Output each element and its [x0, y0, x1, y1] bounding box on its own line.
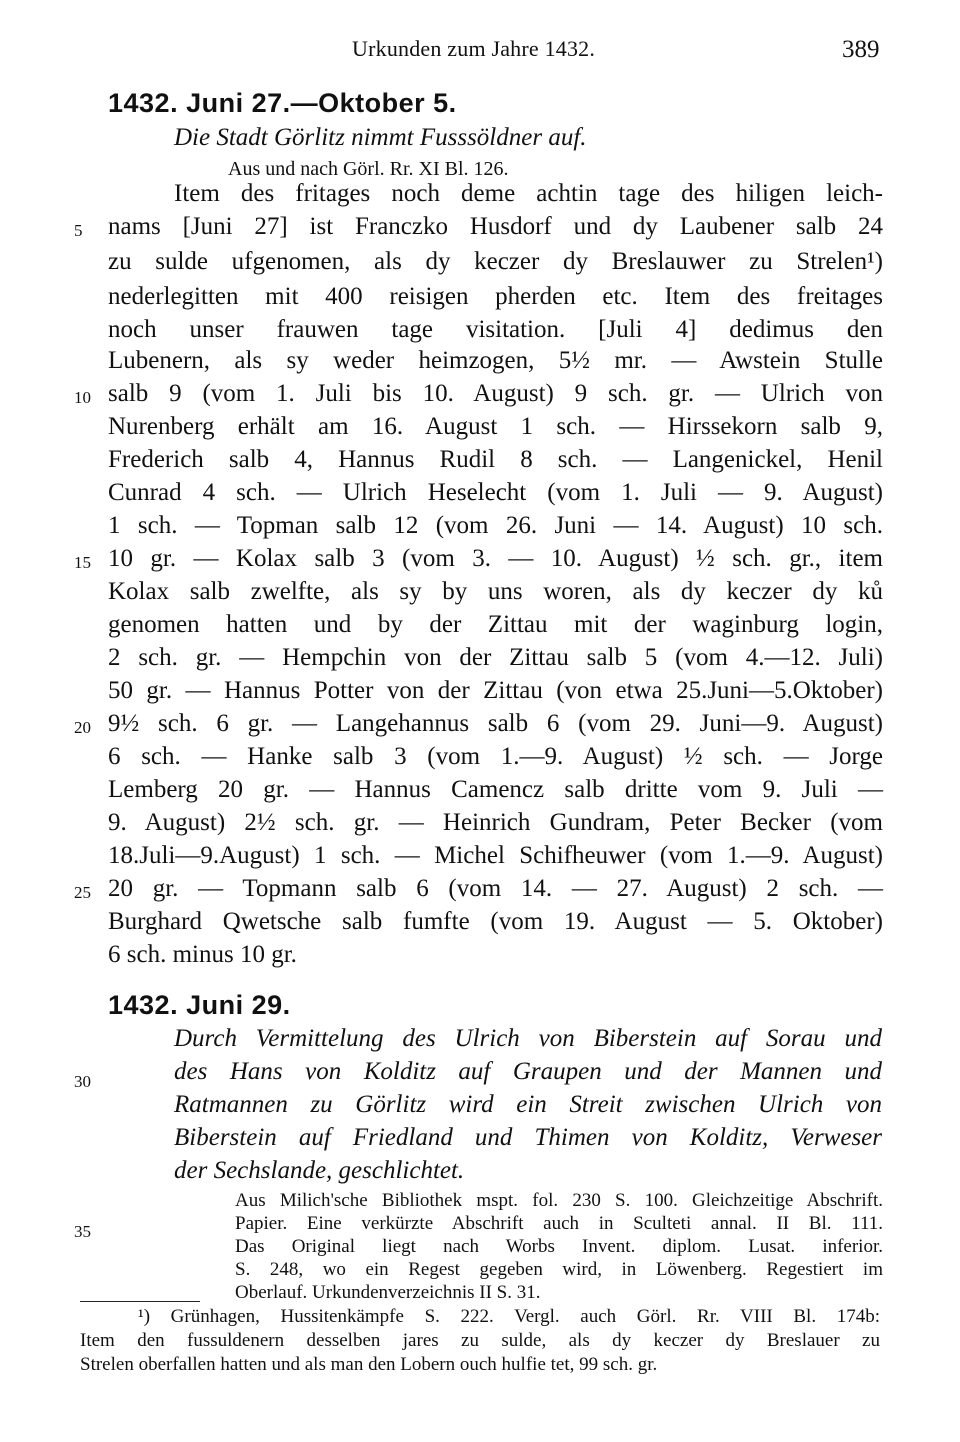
source-line: S. 248, wo ein Regest gegeben wird, in Löwenberg. Regestiert im	[235, 1259, 883, 1280]
body-line: genomen hatten und by der Zittau mit der waginburg login,	[108, 611, 883, 638]
source-line: Papier. Eine verkürzte Abschrift auch in Sculteti annal. II Bl. 111.	[235, 1213, 883, 1234]
body-line: noch unser frauwen tage visitation. [Juli 4] dedimus den	[108, 316, 883, 343]
body-line: 6 sch. minus 10 gr.	[108, 941, 297, 968]
body-line: Nurenberg erhält am 16. August 1 sch. — Hirssekorn salb 9,	[108, 413, 883, 440]
summary-line: Ratmannen zu Görlitz wird ein Streit zwischen Ulrich von	[174, 1091, 882, 1118]
body-line: nams [Juni 27] ist Franczko Husdorf und dy Laubener salb 24	[108, 213, 883, 240]
running-header	[0, 30, 960, 70]
footnote-line: ¹) Grünhagen, Hussitenkämpfe S. 222. Vergl. auch Görl. Rr. VIII Bl. 174b:	[138, 1306, 880, 1327]
body-line: 6 sch. — Hanke salb 3 (vom 1.—9. August) ½ sch. — Jorge	[108, 743, 883, 770]
summary-line: Biberstein auf Friedland und Thimen von Kolditz, Verweser	[174, 1124, 882, 1151]
line-number: 25	[74, 883, 91, 902]
entry-2-date: 1432. Juni 29.	[108, 990, 291, 1020]
line-number: 20	[74, 718, 91, 737]
line-number: 35	[74, 1222, 91, 1241]
entry-1-summary: Die Stadt Görlitz nimmt Fusssöldner auf.	[174, 124, 587, 151]
body-line: 9½ sch. 6 gr. — Langehannus salb 6 (vom 29. Juni—9. August)	[108, 710, 883, 737]
source-line: Oberlauf. Urkundenverzeichnis II S. 31.	[235, 1282, 541, 1303]
line-number: 10	[74, 388, 91, 407]
body-line: Frederich salb 4, Hannus Rudil 8 sch. — Langenickel, Henil	[108, 446, 883, 473]
line-number: 5	[74, 221, 83, 240]
body-line: 10 gr. — Kolax salb 3 (vom 3. — 10. August) ½ sch. gr., item	[108, 545, 883, 572]
body-line: 2 sch. gr. — Hempchin von der Zittau salb 5 (vom 4.—12. Juli)	[108, 644, 883, 671]
body-line: 50 gr. — Hannus Potter von der Zittau (von etwa 25.Juni—5.Oktober)	[108, 677, 883, 704]
line-number: 15	[74, 553, 91, 572]
body-line: Lubenern, als sy weder heimzogen, 5½ mr. — Awstein Stulle	[108, 347, 883, 374]
summary-line: der Sechslande, geschlichtet.	[174, 1157, 465, 1184]
body-line: Cunrad 4 sch. — Ulrich Heselecht (vom 1. Juli — 9. August)	[108, 479, 883, 506]
running-title: Urkunden zum Jahre 1432.	[352, 36, 596, 61]
body-line: nederlegitten mit 400 reisigen pherden etc. Item des freitages	[108, 283, 883, 310]
entry-1-source: Aus und nach Görl. Rr. XI Bl. 126.	[228, 158, 509, 180]
body-line: Kolax salb zwelfte, als sy by uns woren, als dy keczer dy ků	[108, 578, 883, 605]
body-line: Item des fritages noch deme achtin tage des hiligen leich-	[174, 180, 883, 207]
footnote-line: Item den fussuldenern desselben jares zu sulde, als dy keczer dy Breslauer zu	[80, 1330, 880, 1351]
body-line: zu sulde ufgenomen, als dy keczer dy Breslauwer zu Strelen¹)	[108, 248, 883, 275]
footnote-rule	[80, 1301, 200, 1302]
line-number: 30	[74, 1072, 91, 1091]
source-line: Das Original liegt nach Worbs Invent. diplom. Lusat. inferior.	[235, 1236, 883, 1257]
body-line: Lemberg 20 gr. — Hannus Camencz salb dritte vom 9. Juli —	[108, 776, 883, 803]
source-line: Aus Milich'sche Bibliothek mspt. fol. 230 S. 100. Gleichzeitige Abschrift.	[235, 1190, 883, 1211]
page-number: 389	[842, 36, 880, 63]
body-line: salb 9 (vom 1. Juli bis 10. August) 9 sch. gr. — Ulrich von	[108, 380, 883, 407]
body-line: Burghard Qwetsche salb fumfte (vom 19. August — 5. Oktober)	[108, 908, 883, 935]
summary-line: des Hans von Kolditz auf Graupen und der Mannen und	[174, 1058, 882, 1085]
body-line: 9. August) 2½ sch. gr. — Heinrich Gundram, Peter Becker (vom	[108, 809, 883, 836]
footnote-line: Strelen oberfallen hatten und als man den Lobern ouch hulfie tet, 99 sch. gr.	[80, 1354, 658, 1375]
summary-line: Durch Vermittelung des Ulrich von Biberstein auf Sorau und	[174, 1025, 882, 1052]
body-line: 20 gr. — Topmann salb 6 (vom 14. — 27. August) 2 sch. —	[108, 875, 883, 902]
entry-1-date: 1432. Juni 27.—Oktober 5.	[108, 88, 457, 118]
body-line: 1 sch. — Topman salb 12 (vom 26. Juni — 14. August) 10 sch.	[108, 512, 883, 539]
body-line: 18.Juli—9.August) 1 sch. — Michel Schifheuwer (vom 1.—9. August)	[108, 842, 883, 869]
